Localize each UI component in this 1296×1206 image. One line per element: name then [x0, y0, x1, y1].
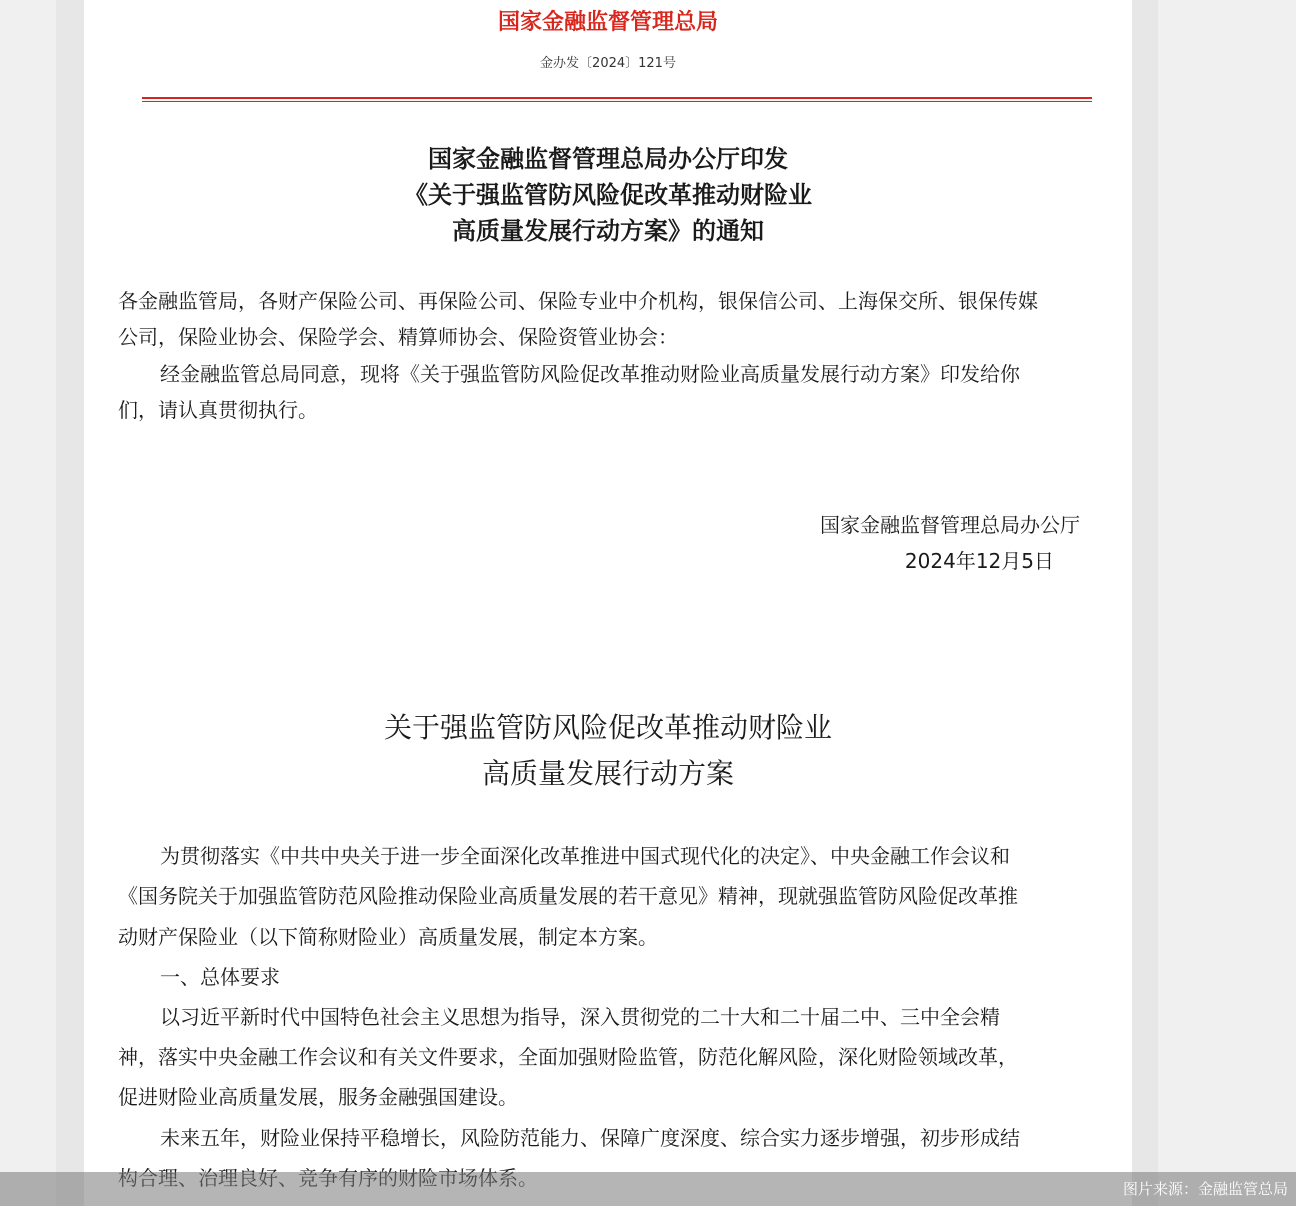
image-credit-bar	[0, 1172, 1296, 1206]
plan-body-line: 神，落实中央金融工作会议和有关文件要求，全面加强财险监管，防范化解风险，深化财险领域改革，	[118, 1045, 1018, 1069]
signature: 国家金融监督管理总局办公厅	[820, 513, 1080, 537]
red-rule-thick	[142, 97, 1092, 99]
notice-title-line-1: 国家金融监督管理总局办公厅印发	[428, 145, 788, 173]
notice-date: 2024年12月5日	[904, 549, 1054, 573]
notice-body-line-1: 经金融监管总局同意，现将《关于强监管防风险促改革推动财险业高质量发展行动方案》印发给你	[160, 362, 1020, 386]
plan-body-line: 未来五年，财险业保持平稳增长，风险防范能力、保障广度深度、综合实力逐步增强，初步形成结	[160, 1126, 1020, 1150]
plan-body-line: 以习近平新时代中国特色社会主义思想为指导，深入贯彻党的二十大和二十届二中、三中全会精	[160, 1005, 1000, 1029]
plan-title-line-1: 关于强监管防风险促改革推动财险业	[383, 711, 832, 744]
plan-body-line: 动财产保险业（以下简称财险业）高质量发展，制定本方案。	[118, 925, 658, 949]
section-heading: 一、总体要求	[160, 965, 280, 989]
recipients-line-1: 各金融监管局，各财产保险公司、再保险公司、保险专业中介机构，银保信公司、上海保交所、银保传媒	[118, 289, 1038, 313]
plan-body-line: 为贯彻落实《中共中央关于进一步全面深化改革推进中国式现代化的决定》、中央金融工作会议和	[160, 844, 1010, 868]
document-number: 金办发〔2024〕121号	[540, 56, 676, 71]
image-credit: 图片来源：金融监管总局	[1122, 1180, 1288, 1198]
left-margin-strip	[56, 0, 84, 1206]
agency-header: 国家金融监督管理总局	[497, 10, 718, 35]
notice-title-line-3: 高质量发展行动方案》的通知	[452, 217, 764, 245]
notice-title-line-2: 《关于强监管防风险促改革推动财险业	[404, 181, 812, 209]
plan-body-line: 促进财险业高质量发展，服务金融强国建设。	[118, 1085, 518, 1109]
plan-body-line: 《国务院关于加强监管防范风险推动保险业高质量发展的若干意见》精神，现就强监管防风险促改革推	[118, 884, 1018, 908]
notice-body-line-2: 们，请认真贯彻执行。	[118, 398, 318, 422]
document-page	[84, 0, 1132, 1206]
right-margin-strip	[1132, 0, 1158, 1206]
plan-title-line-2: 高质量发展行动方案	[481, 757, 734, 790]
recipients-line-2: 公司，保险业协会、保险学会、精算师协会、保险资管业协会：	[118, 325, 678, 349]
red-rule-thin	[142, 101, 1092, 102]
